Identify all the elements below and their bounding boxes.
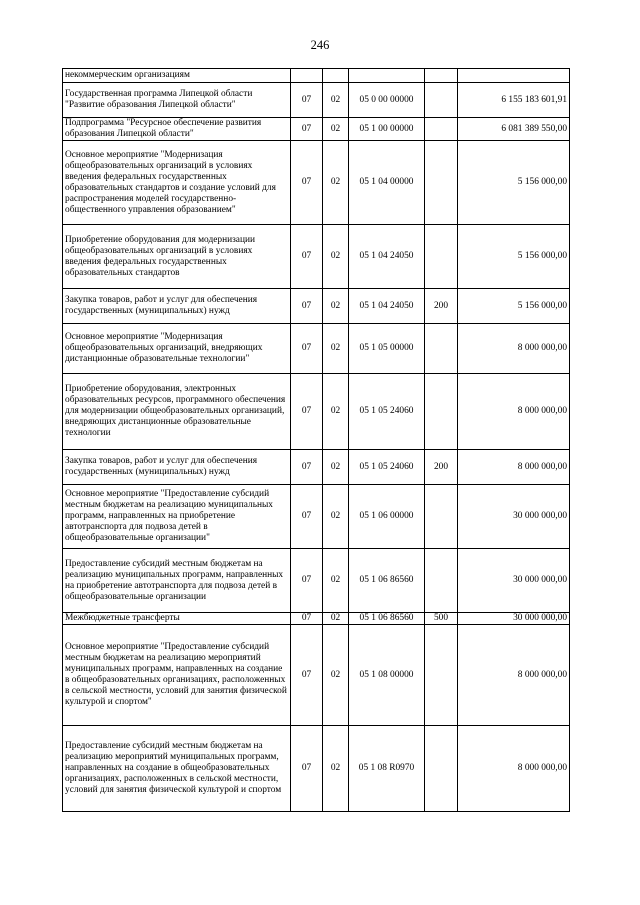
row-section-code: 07	[291, 83, 323, 118]
table-row	[63, 549, 570, 613]
row-target-code: 05 1 05 24060	[349, 374, 425, 450]
table-row	[63, 485, 570, 549]
row-subsection-code: 02	[323, 324, 349, 374]
row-name: Подпрограмма "Ресурсное обеспечение развития образования Липецкой области"	[63, 118, 291, 141]
row-section-code: 07	[291, 726, 323, 812]
table-row	[63, 225, 570, 289]
row-target-code: 05 1 04 24050	[349, 289, 425, 324]
row-name: Основное мероприятие "Модернизация общеобразовательных организаций в условиях введения федеральных государственных образовательных стандартов и создание условий для распространения моделей государственно-общественного управления образованием"	[63, 141, 291, 225]
row-name: Закупка товаров, работ и услуг для обеспечения государственных (муниципальных) нужд	[63, 450, 291, 485]
row-amount: 6 081 389 550,00	[458, 118, 570, 141]
table-row	[63, 613, 570, 625]
row-subsection-code: 02	[323, 289, 349, 324]
row-expense-type: 200	[425, 289, 458, 324]
row-target-code: 05 1 06 86560	[349, 613, 425, 625]
row-section-code: 07	[291, 141, 323, 225]
row-expense-type	[425, 625, 458, 726]
row-expense-type: 500	[425, 613, 458, 625]
table-row	[63, 141, 570, 225]
row-section-code: 07	[291, 613, 323, 625]
row-name: Приобретение оборудования, электронных образовательных ресурсов, программного обеспечения для модернизации общеобразовательных организаций, внедряющих дистанционные образовательные технологии	[63, 374, 291, 450]
row-name: Межбюджетные трансферты	[63, 613, 291, 625]
row-subsection-code: 02	[323, 450, 349, 485]
row-target-code: 05 1 04 24050	[349, 225, 425, 289]
row-section-code: 07	[291, 289, 323, 324]
budget-table	[62, 68, 570, 812]
table-row	[63, 374, 570, 450]
table-row	[63, 289, 570, 324]
row-expense-type	[425, 118, 458, 141]
row-amount: 5 156 000,00	[458, 225, 570, 289]
row-expense-type	[425, 324, 458, 374]
row-expense-type	[425, 374, 458, 450]
row-expense-type	[425, 83, 458, 118]
row-subsection-code: 02	[323, 625, 349, 726]
row-subsection-code: 02	[323, 83, 349, 118]
row-amount: 5 156 000,00	[458, 289, 570, 324]
budget-table-body	[63, 69, 570, 812]
row-name: Основное мероприятие "Модернизация общеобразовательных организаций, внедряющих дистанционные образовательные технологии"	[63, 324, 291, 374]
row-section-code: 07	[291, 549, 323, 613]
row-amount: 8 000 000,00	[458, 625, 570, 726]
table-row	[63, 69, 570, 83]
row-section-code: 07	[291, 374, 323, 450]
row-name: Предоставление субсидий местным бюджетам на реализацию мероприятий муниципальных программ, направленных на создание в общеобразовательных организациях, расположенных в сельской местности, условий для занятия физической культурой и спортом	[63, 726, 291, 812]
row-name: Предоставление субсидий местным бюджетам на реализацию муниципальных программ, направленных на приобретение автотранспорта для подвоза детей в общеобразовательные организации	[63, 549, 291, 613]
row-section-code: 07	[291, 225, 323, 289]
row-amount: 8 000 000,00	[458, 374, 570, 450]
row-subsection-code: 02	[323, 118, 349, 141]
row-name: Приобретение оборудования для модернизации общеобразовательных организаций в условиях введения федеральных государственных образовательных стандартов	[63, 225, 291, 289]
row-expense-type: 200	[425, 450, 458, 485]
row-section-code: 07	[291, 625, 323, 726]
row-amount: 8 000 000,00	[458, 324, 570, 374]
row-section-code: 07	[291, 324, 323, 374]
table-row	[63, 118, 570, 141]
row-section-code: 07	[291, 450, 323, 485]
row-name: Закупка товаров, работ и услуг для обеспечения государственных (муниципальных) нужд	[63, 289, 291, 324]
table-row	[63, 726, 570, 812]
row-section-code	[291, 69, 323, 83]
row-subsection-code: 02	[323, 549, 349, 613]
row-amount: 30 000 000,00	[458, 613, 570, 625]
table-row	[63, 324, 570, 374]
row-amount: 30 000 000,00	[458, 485, 570, 549]
row-amount: 8 000 000,00	[458, 726, 570, 812]
row-target-code: 05 1 06 00000	[349, 485, 425, 549]
row-target-code	[349, 69, 425, 83]
row-expense-type	[425, 726, 458, 812]
row-expense-type	[425, 485, 458, 549]
row-subsection-code	[323, 69, 349, 83]
row-target-code: 05 1 05 00000	[349, 324, 425, 374]
row-name: Основное мероприятие "Предоставление субсидий местным бюджетам на реализацию муниципальных программ, направленных на приобретение автотранспорта для подвоза детей в общеобразовательные организации"	[63, 485, 291, 549]
row-name: Государственная программа Липецкой области "Развитие образования Липецкой области"	[63, 83, 291, 118]
row-amount	[458, 69, 570, 83]
row-target-code: 05 1 06 86560	[349, 549, 425, 613]
table-row	[63, 83, 570, 118]
row-amount: 8 000 000,00	[458, 450, 570, 485]
row-name: некоммерческим организациям	[63, 69, 291, 83]
row-amount: 6 155 183 601,91	[458, 83, 570, 118]
row-expense-type	[425, 225, 458, 289]
row-target-code: 05 1 05 24060	[349, 450, 425, 485]
row-subsection-code: 02	[323, 374, 349, 450]
row-section-code: 07	[291, 485, 323, 549]
row-subsection-code: 02	[323, 726, 349, 812]
table-row	[63, 450, 570, 485]
row-amount: 5 156 000,00	[458, 141, 570, 225]
row-target-code: 05 1 08 R0970	[349, 726, 425, 812]
row-amount: 30 000 000,00	[458, 549, 570, 613]
row-section-code: 07	[291, 118, 323, 141]
table-row	[63, 625, 570, 726]
row-target-code: 05 1 04 00000	[349, 141, 425, 225]
row-name: Основное мероприятие "Предоставление субсидий местным бюджетам на реализацию мероприятий муниципальных программ, направленных на создание в общеобразовательных организациях, расположенных в сельской местности, условий для занятия физической культурой и спортом"	[63, 625, 291, 726]
row-target-code: 05 0 00 00000	[349, 83, 425, 118]
row-subsection-code: 02	[323, 485, 349, 549]
row-subsection-code: 02	[323, 225, 349, 289]
row-expense-type	[425, 69, 458, 83]
row-subsection-code: 02	[323, 613, 349, 625]
row-target-code: 05 1 00 00000	[349, 118, 425, 141]
row-subsection-code: 02	[323, 141, 349, 225]
row-expense-type	[425, 549, 458, 613]
row-expense-type	[425, 141, 458, 225]
page-number: 246	[310, 38, 330, 52]
row-target-code: 05 1 08 00000	[349, 625, 425, 726]
